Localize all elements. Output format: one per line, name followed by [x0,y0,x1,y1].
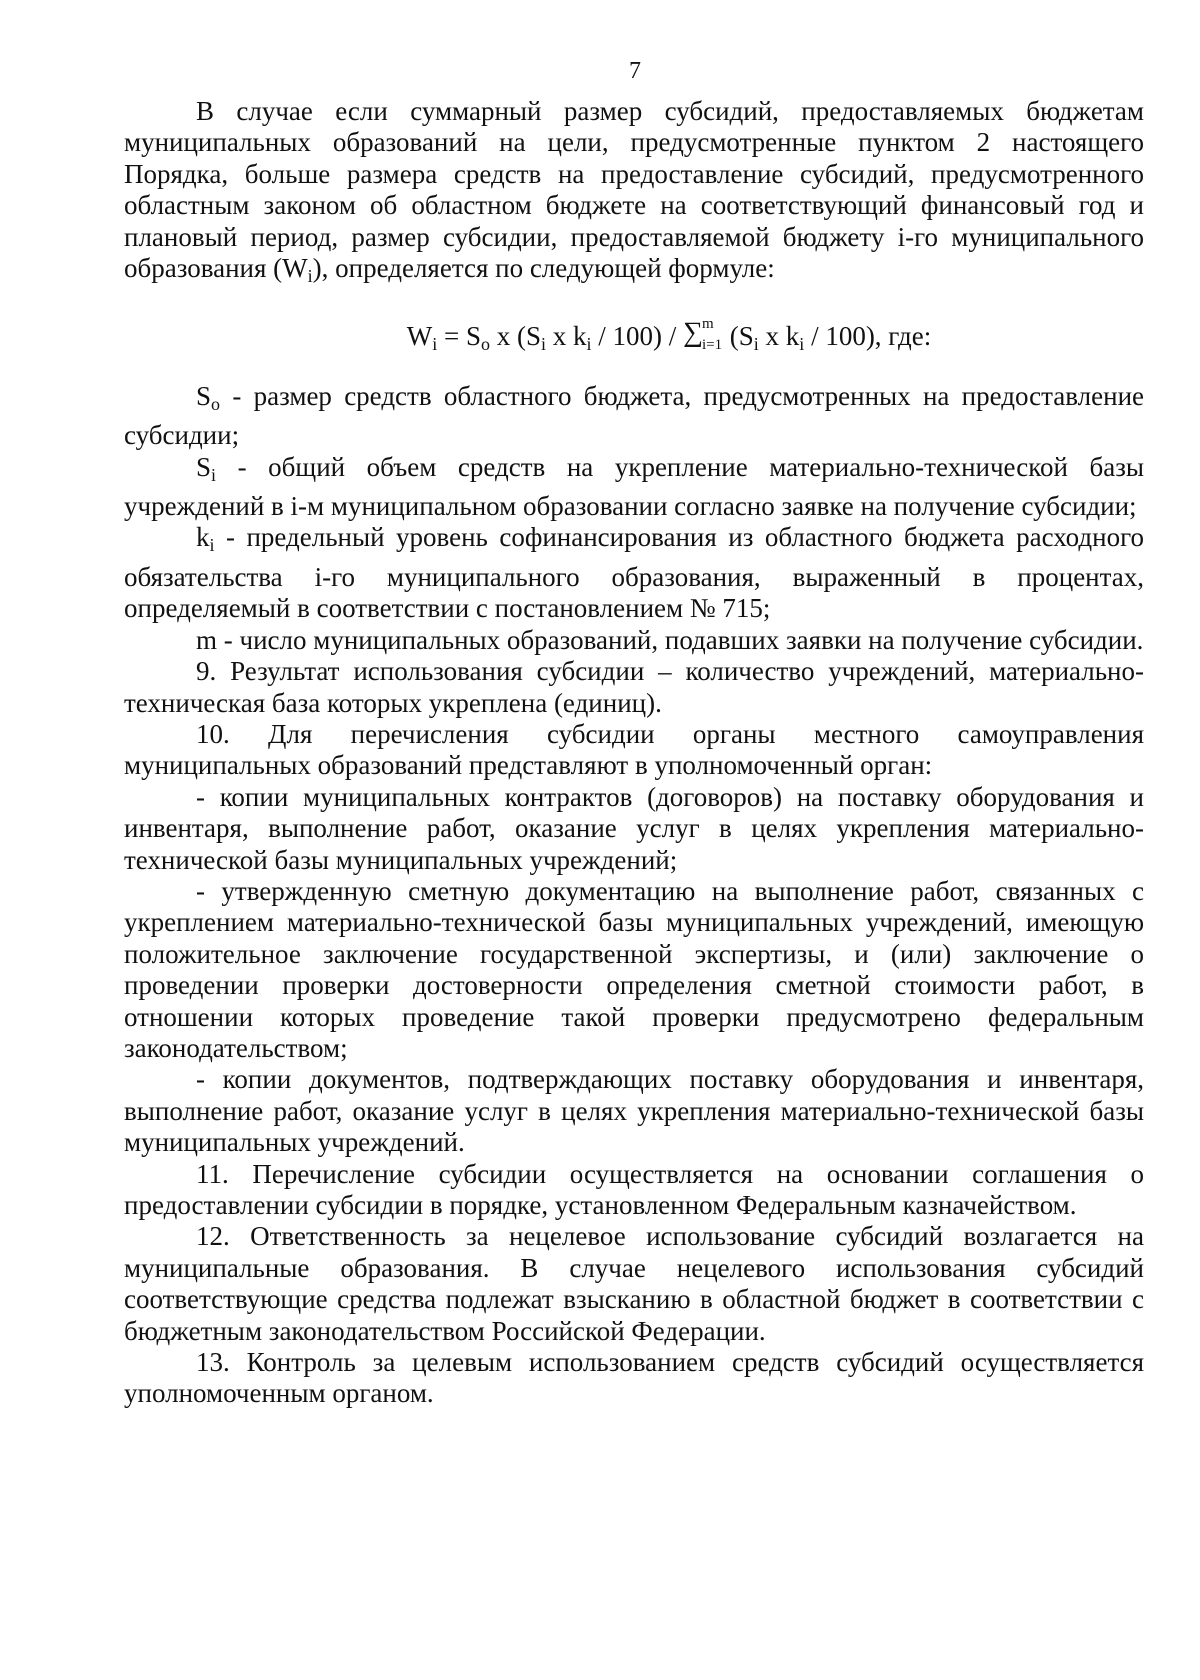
paragraph-13: 13. Контроль за целевым использованием средств субсидий осуществляется уполномоченным органом. [124,1347,1144,1409]
definition-text: - предельный уровень софинансирования из областного бюджета расходного обязательства i-го муниципального образования, выраженный в процентах, определяемый в соответствии с постановлением № 715; [124,522,1144,624]
formula-part: / 100) / [591,321,684,352]
formula-part: (S [723,321,754,352]
definition-si [124,452,1144,523]
definition-symbol: m [196,624,218,655]
formula-subscript: o [480,334,490,355]
sum-symbol [683,316,723,354]
sigma-glyph: ∑ [683,317,703,349]
formula-subscript: i [432,334,438,355]
paragraph-10: 10. Для перечисления субсидии органы местного самоуправления муниципальных образований представляют в уполномоченный орган: [124,718,1144,781]
sum-upper-limit: m [702,316,714,333]
paragraph-11: 11. Перечисление субсидии осуществляется на основании соглашения о предоставлении субсидии в порядке, установленном Федеральным казначейством. [124,1158,1144,1220]
formula-subscript: i [799,334,805,355]
intro-subscript: i [307,266,313,287]
document-body [124,96,1144,1410]
definition-text: - размер средств областного бюджета, предусмотренных на предоставление субсидии; [124,380,1144,451]
intro-text: В случае если суммарный размер субсидий, предоставляемых бюджетам муниципальных образований на цели, предусмотренные пунктом 2 настоящего Порядка, больше размера средств на предоставление субсидий, предусмотренного областным законом об областном бюджете на соответствующий финансовый год и плановый период, размер субсидии, предоставляемой бюджету i-го муниципального образования (W [124,96,1144,284]
paragraph-intro [124,96,1144,292]
definition-symbol: k [196,522,210,553]
paragraph-12: 12. Ответственность за нецелевое использование субсидий возлагается на муниципальные образования. В случае нецелевого использования субсидий соответствующие средства подлежат взысканию в областной бюджет в соответствии с бюджетным законодательством Российской Федерации. [124,1221,1144,1346]
formula [124,316,1144,360]
paragraph-9: 9. Результат использования субсидии – количество учреждений, материально-техническая база которых укреплена (единиц). [124,656,1144,718]
formula-part: x k [758,321,800,352]
intro-text-end: ), определяется по следующей формуле: [312,253,775,284]
definition-symbol: S [196,380,212,411]
definition-m [124,625,1144,656]
definition-subscript: i [211,464,217,485]
definition-symbol: S [196,451,212,482]
list-item-documents: - копии документов, подтверждающих поставку оборудования и инвентаря, выполнение работ, оказание услуг в целях укрепления материально-технической базы муниципальных учреждений. [124,1064,1144,1158]
formula-part: x k [546,321,587,352]
formula-subscript: i [540,334,546,355]
page-number: 7 [629,58,641,84]
list-item-estimates: - утвержденную сметную документацию на выполнение работ, связанных с укреплением материально-технической базы муниципальных учреждений, имеющую положительное заключение государственной экспертизы, и (или) заключение о проведении проверки достоверности определения сметной стоимости работ, в отношении которых проведение такой проверки предусмотрено федеральным законодательством; [124,875,1144,1063]
definition-so [124,381,1144,452]
formula-part: W [406,321,433,352]
definition-subscript: i [209,535,215,556]
formula-part: / 100), где: [804,321,932,352]
formula-subscript: i [753,334,759,355]
definition-ki [124,522,1144,624]
formula-part: = S [437,321,481,352]
definition-subscript: o [211,393,221,414]
list-item-contracts: - копии муниципальных контрактов (договоров) на поставку оборудования и инвентаря, выполнение работ, оказание услуг в целях укрепления материально-технической базы муниципальных учреждений; [124,781,1144,875]
formula-subscript: i [586,334,592,355]
sum-lower-limit: i=1 [702,337,723,354]
definition-text: - число муниципальных образований, подавших заявки на получение субсидии. [217,624,1144,655]
definition-text: - общий объем средств на укрепление материально-технической базы учреждений в i-м муниципальном образовании согласно заявке на получение субсидии; [124,451,1144,522]
formula-part: x (S [489,321,541,352]
